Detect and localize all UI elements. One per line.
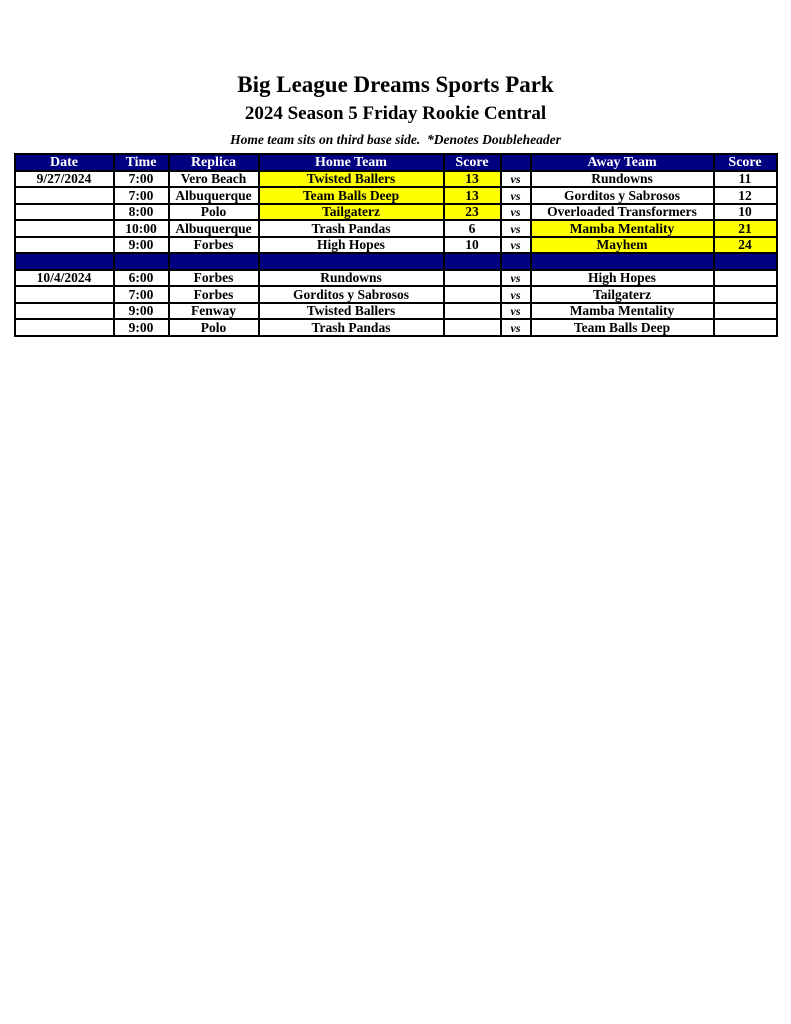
away-score-cell: 21	[714, 220, 777, 237]
time-cell: 8:00	[114, 204, 169, 221]
page-title: Big League Dreams Sports Park	[237, 72, 554, 97]
date-cell	[15, 319, 114, 336]
away-score-cell: 24	[714, 237, 777, 254]
time-cell: 7:00	[114, 171, 169, 188]
time-cell: 9:00	[114, 303, 169, 320]
vs-cell: vs	[501, 270, 531, 287]
home-score-cell: 6	[444, 220, 501, 237]
header-home-score: Score	[444, 154, 501, 171]
home-score-cell	[444, 303, 501, 320]
away-team-cell: Overloaded Transformers	[531, 204, 714, 221]
home-score-cell: 23	[444, 204, 501, 221]
vs-cell: vs	[501, 319, 531, 336]
date-cell	[15, 204, 114, 221]
time-cell: 6:00	[114, 270, 169, 287]
header-vs	[501, 154, 531, 171]
game-row	[15, 171, 777, 188]
home-score-cell	[444, 319, 501, 336]
date-cell: 10/4/2024	[15, 270, 114, 287]
away-score-cell: 12	[714, 187, 777, 204]
replica-cell: Forbes	[169, 270, 259, 287]
away-team-cell: Mayhem	[531, 237, 714, 254]
away-score-cell: 11	[714, 171, 777, 188]
header-away-score: Score	[714, 154, 777, 171]
vs-cell: vs	[501, 303, 531, 320]
separator-cell	[259, 253, 444, 270]
separator-cell	[114, 253, 169, 270]
vs-cell: vs	[501, 204, 531, 221]
home-team-note: Home team sits on third base side. *Denotes Doubleheader	[230, 132, 561, 148]
home-team-cell: Rundowns	[259, 270, 444, 287]
home-score-cell	[444, 286, 501, 303]
game-row	[15, 237, 777, 254]
replica-cell: Forbes	[169, 237, 259, 254]
replica-cell: Polo	[169, 204, 259, 221]
home-team-cell: Gorditos y Sabrosos	[259, 286, 444, 303]
away-score-cell	[714, 286, 777, 303]
separator-cell	[15, 253, 114, 270]
home-score-cell	[444, 270, 501, 287]
date-cell	[15, 303, 114, 320]
home-team-cell: Trash Pandas	[259, 220, 444, 237]
away-team-cell: Gorditos y Sabrosos	[531, 187, 714, 204]
away-team-cell: Team Balls Deep	[531, 319, 714, 336]
separator-cell	[501, 253, 531, 270]
home-score-cell: 10	[444, 237, 501, 254]
home-team-cell: Twisted Ballers	[259, 303, 444, 320]
home-score-cell: 13	[444, 187, 501, 204]
home-score-cell: 13	[444, 171, 501, 188]
schedule-table-body	[15, 171, 777, 336]
time-cell: 7:00	[114, 286, 169, 303]
time-cell: 7:00	[114, 187, 169, 204]
header-home-team: Home Team	[259, 154, 444, 171]
time-cell: 10:00	[114, 220, 169, 237]
date-cell	[15, 220, 114, 237]
separator-cell	[714, 253, 777, 270]
separator-cell	[444, 253, 501, 270]
date-cell	[15, 237, 114, 254]
header-away-team: Away Team	[531, 154, 714, 171]
away-score-cell	[714, 270, 777, 287]
away-team-cell: Tailgaterz	[531, 286, 714, 303]
home-team-cell: Trash Pandas	[259, 319, 444, 336]
home-team-cell: Twisted Ballers	[259, 171, 444, 188]
header-replica: Replica	[169, 154, 259, 171]
separator-row	[15, 253, 777, 270]
away-team-cell: High Hopes	[531, 270, 714, 287]
game-row	[15, 220, 777, 237]
away-score-cell	[714, 303, 777, 320]
vs-cell: vs	[501, 220, 531, 237]
game-row	[15, 286, 777, 303]
vs-cell: vs	[501, 286, 531, 303]
schedule-table	[14, 153, 778, 337]
header-time: Time	[114, 154, 169, 171]
vs-cell: vs	[501, 237, 531, 254]
game-row	[15, 303, 777, 320]
away-score-cell: 10	[714, 204, 777, 221]
separator-cell	[169, 253, 259, 270]
replica-cell: Albuquerque	[169, 187, 259, 204]
header-date: Date	[15, 154, 114, 171]
vs-cell: vs	[501, 187, 531, 204]
time-cell: 9:00	[114, 237, 169, 254]
game-row	[15, 204, 777, 221]
game-row	[15, 270, 777, 287]
away-team-cell: Mamba Mentality	[531, 220, 714, 237]
vs-cell: vs	[501, 171, 531, 188]
away-score-cell	[714, 319, 777, 336]
game-row	[15, 187, 777, 204]
replica-cell: Fenway	[169, 303, 259, 320]
replica-cell: Polo	[169, 319, 259, 336]
header-row	[15, 154, 777, 171]
page-subtitle: 2024 Season 5 Friday Rookie Central	[244, 103, 547, 125]
away-team-cell: Rundowns	[531, 171, 714, 188]
date-cell	[15, 286, 114, 303]
time-cell: 9:00	[114, 319, 169, 336]
home-team-cell: Team Balls Deep	[259, 187, 444, 204]
replica-cell: Forbes	[169, 286, 259, 303]
away-team-cell: Mamba Mentality	[531, 303, 714, 320]
replica-cell: Albuquerque	[169, 220, 259, 237]
date-cell	[15, 187, 114, 204]
game-row	[15, 319, 777, 336]
home-team-cell: Tailgaterz	[259, 204, 444, 221]
separator-cell	[531, 253, 714, 270]
date-cell: 9/27/2024	[15, 171, 114, 188]
replica-cell: Vero Beach	[169, 171, 259, 188]
home-team-cell: High Hopes	[259, 237, 444, 254]
